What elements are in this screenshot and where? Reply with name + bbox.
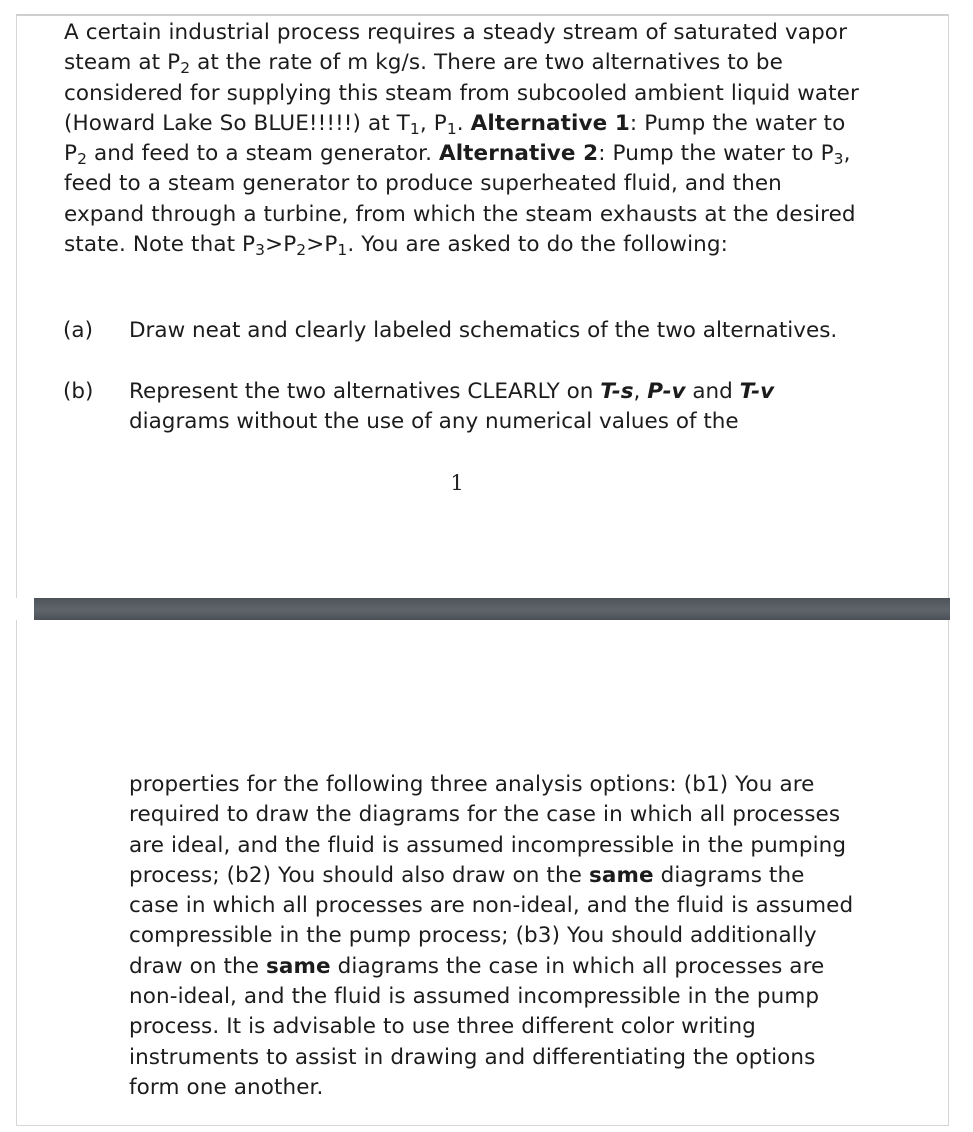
intro-text: >P xyxy=(306,232,338,258)
intro-text: . You are asked to do the following: xyxy=(347,232,728,258)
intro-text: : Pump the water to P xyxy=(598,141,834,167)
intro-text: , feed to a steam generator to produce superheated fluid, and then expand through a turbine, from which the steam exhausts at the desired state. Note that P xyxy=(64,141,856,258)
item-a-text: Draw neat and clearly labeled schematics of the two alternatives. xyxy=(129,318,838,343)
item-b-part: , xyxy=(633,379,648,404)
item-b-text xyxy=(129,377,829,438)
continuation-text: properties for the following three analysis options: (b1) You are required to draw the diagrams for the case in which all processes are ideal, and the fluid is assumed incompressible in the pumping process; (b2) You should also draw on the xyxy=(129,772,847,888)
document-page-2 xyxy=(16,620,949,1126)
continuation-text: diagrams the case in which all processes are non-ideal, and the fluid is assumed compressible in the pump process; (b3) You should additionally draw on the xyxy=(129,862,854,979)
intro-text: >P xyxy=(265,232,297,258)
emphasis-same: same xyxy=(266,953,331,979)
item-b-part: and xyxy=(685,379,740,404)
intro-text: . xyxy=(456,110,471,136)
ts-diagram-label: T-s xyxy=(600,379,634,404)
item-b-part: diagrams without the use of any numerical values of the xyxy=(129,409,739,435)
subscript: 3 xyxy=(833,150,844,169)
pv-diagram-label: P-v xyxy=(647,379,686,404)
intro-text: , P xyxy=(419,110,447,136)
subscript: 2 xyxy=(77,150,88,169)
item-b-part: Represent the two alternatives CLEARLY on xyxy=(129,379,601,404)
subscript: 3 xyxy=(255,240,266,259)
alternative-2-label: Alternative 2 xyxy=(438,141,599,167)
subscript: 1 xyxy=(409,119,420,138)
intro-text: A certain industrial process requires a steady stream of saturated vapor steam at P xyxy=(64,20,848,76)
continuation-text: diagrams the case in which all processes are non-ideal, and the fluid is assumed incompressible in the pump process. It is advisable to use three different color writing instruments to assist in drawing and differentiating the options form one another. xyxy=(129,953,825,1100)
subscript: 1 xyxy=(446,119,457,138)
intro-text: at the rate of m kg/s. There are two alternatives to be considered for supplying this steam from subcooled ambient liquid water (Howard Lake So BLUE!!!!!) at T xyxy=(64,50,859,136)
item-a-label: (a) xyxy=(63,318,93,343)
intro-text: and feed to a steam generator. xyxy=(87,141,439,167)
page-separator xyxy=(34,598,950,620)
page-number: 1 xyxy=(450,471,464,495)
tv-diagram-label: T-v xyxy=(739,379,775,404)
subscript: 2 xyxy=(296,240,307,259)
emphasis-same: same xyxy=(588,862,654,888)
item-b-label: (b) xyxy=(63,379,94,404)
problem-statement xyxy=(64,18,864,260)
subscript: 1 xyxy=(337,240,348,259)
item-b-continuation xyxy=(129,770,859,1103)
subscript: 2 xyxy=(180,59,191,78)
alternative-1-label: Alternative 1 xyxy=(470,110,630,136)
document-page-1 xyxy=(16,14,949,598)
intro-text: : Pump the water to P xyxy=(64,110,846,167)
